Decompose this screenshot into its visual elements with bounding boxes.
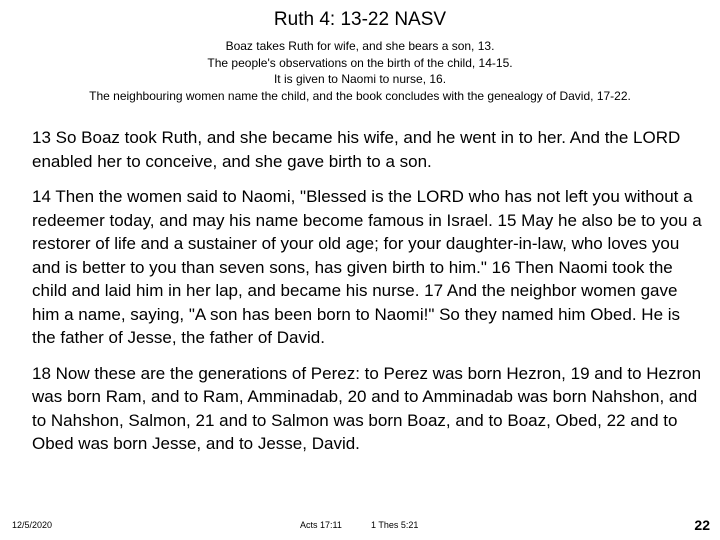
scripture-text <box>32 126 702 468</box>
scripture-paragraph-14-17: 14 Then the women said to Naomi, "Blessed is the LORD who has not left you without a redeemer today, and may his name become famous in Israel. 15 May he also be to you a restorer of life and a sustainer of your old age; for your daughter-in-law, who loves you and is better to you than seven sons, has given birth to him." 16 Then Naomi took the child and laid him in her lap, and became his nurse. 17 And the neighbor women gave him a name, saying, "A son has been born to Naomi!" So they named him Obed. He is the father of Jesse, the father of David. <box>32 187 702 347</box>
scripture-paragraph-18-22: 18 Now these are the generations of Perez: to Perez was born Hezron, 19 and to Hezron was born Ram, and to Ram, Amminadab, 20 and to Amminadab was born Nahshon, and to Nahshon, Salmon, 21 and to Salmon was born Boaz, and to Boaz, Obed, 22 and to Obed was born Jesse, and to Jesse, David. <box>32 363 702 453</box>
summary-line: Boaz takes Ruth for wife, and she bears a son, 13. <box>225 39 495 53</box>
passage-summary <box>0 38 720 104</box>
scripture-paragraph-13: 13 So Boaz took Ruth, and she became his wife, and he went in to her. And the LORD enabled her to conceive, and she gave birth to a son. <box>32 128 681 171</box>
footer-date: 12/5/2020 <box>12 520 53 530</box>
footer-reference-thessalonians: 1 Thes 5:21 <box>371 520 419 530</box>
summary-line: The people's observations on the birth of the child, 14‑15. <box>207 55 513 70</box>
summary-line: It is given to Naomi to nurse, 16. <box>273 72 447 86</box>
page-number: 22 <box>694 517 710 533</box>
footer-reference-acts: Acts 17:11 <box>300 520 342 530</box>
summary-line: The neighbouring women name the child, and the book concludes with the genealogy of David, 17‑22. <box>89 88 631 103</box>
slide-title: Ruth 4: 13-22 NASV <box>273 9 447 30</box>
